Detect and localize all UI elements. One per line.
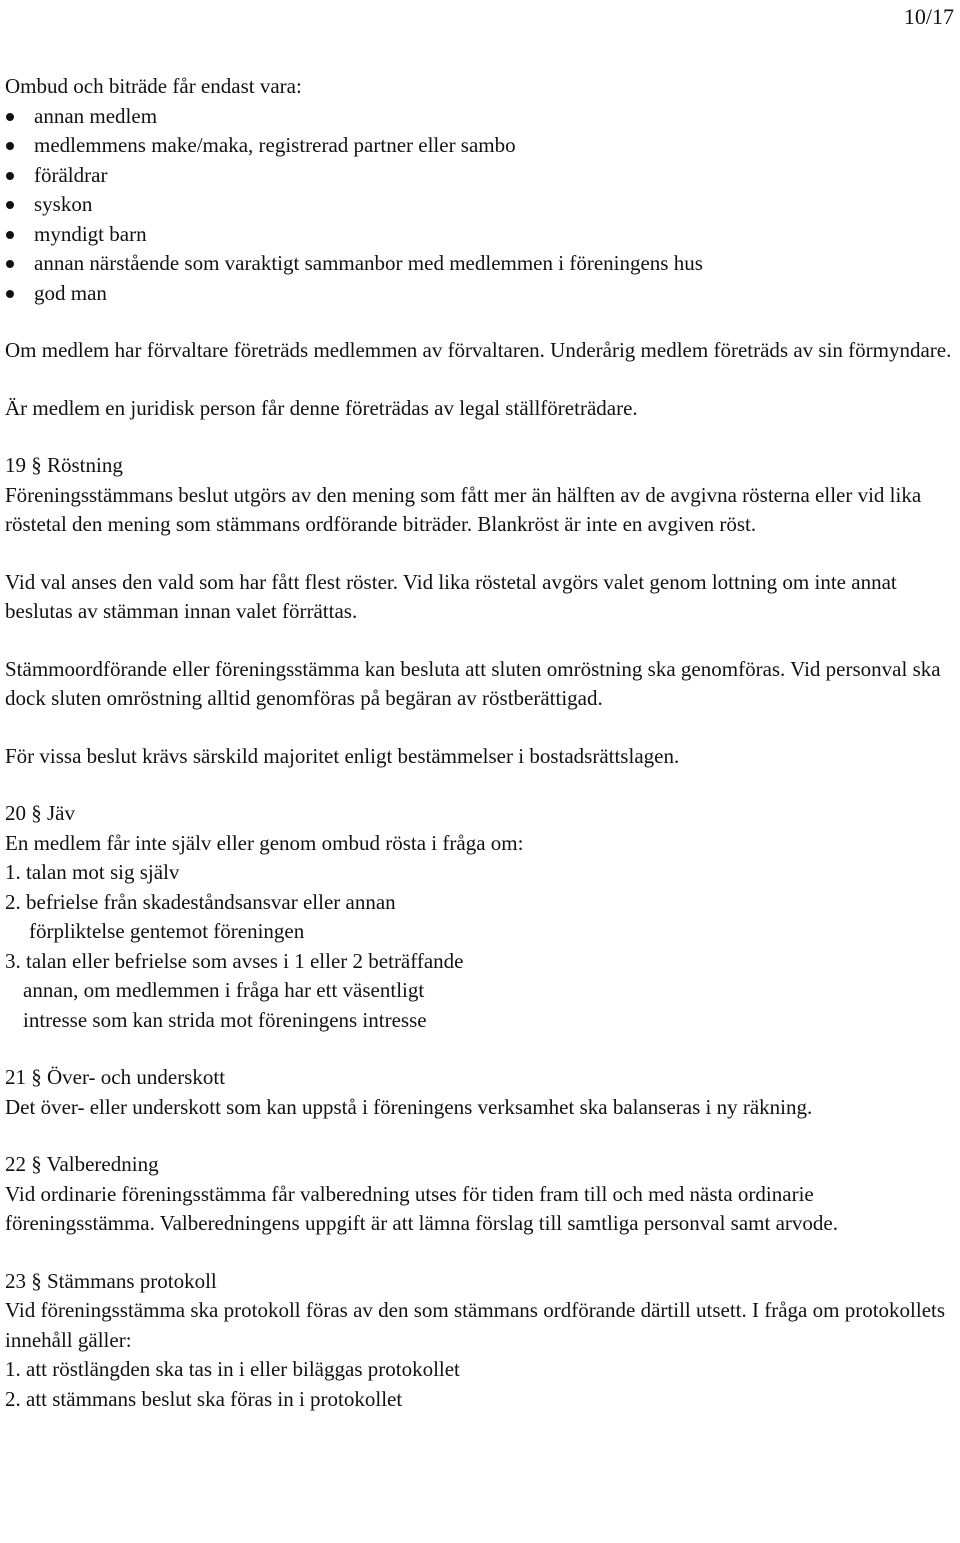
- page-number: 10/17: [903, 4, 954, 29]
- paragraph: Det över- eller underskott som kan uppstå i föreningens verksamhet ska balanseras i ny räkning.: [5, 1094, 813, 1119]
- list-item-continuation: annan, om medlemmen i fråga har ett väsentligt: [23, 978, 425, 1002]
- list-item: 3. talan eller befrielse som avses i 1 eller 2 beträffande: [5, 948, 464, 973]
- list-item-continuation: intresse som kan strida mot föreningens intresse: [23, 1007, 427, 1032]
- section-heading-20: 20 § Jäv: [5, 801, 75, 825]
- paragraph: Är medlem en juridisk person får denne företrädas av legal ställföreträdare.: [5, 395, 638, 420]
- proxy-heading: Ombud och biträde får endast vara:: [5, 74, 302, 98]
- section-heading-23: 23 § Stämmans protokoll: [5, 1268, 217, 1293]
- list-item: 1. att röstlängden ska tas in i eller biläggas protokollet: [5, 1357, 460, 1381]
- paragraph: Vid föreningsstämma ska protokoll föras av den som stämmans ordförande därtill utsett. I fråga om protokollets innehåll gäller:: [5, 1298, 946, 1352]
- paragraph: Föreningsstämmans beslut utgörs av den mening som fått mer än hälften av de avgivna rösterna eller vid lika röstetal den mening som stämmans ordförande biträder. Blankröst är inte en avgiven röst.: [5, 482, 922, 536]
- paragraph: Vid ordinarie föreningsstämma får valberedning utses för tiden fram till och med nästa ordinarie föreningsstämma. Valberedningens uppgift är att lämna förslag till samtliga personval samt arvode.: [5, 1181, 838, 1235]
- section-heading-22: 22 § Valberedning: [5, 1152, 159, 1176]
- list-item: 1. talan mot sig själv: [5, 860, 180, 884]
- section-heading-19: 19 § Röstning: [5, 453, 123, 477]
- proxy-list: [5, 102, 955, 309]
- paragraph: Stämmoordförande eller föreningsstämma kan besluta att sluten omröstning ska genomföras. Vid personval ska dock sluten omröstning alltid genomföras på begäran av röstberättigad.: [5, 656, 941, 710]
- list-item: föräldrar: [5, 161, 955, 191]
- paragraph: Vid val anses den vald som har fått flest röster. Vid lika röstetal avgörs valet genom lottning om inte annat beslutas av stämman innan valet förrättas.: [5, 569, 897, 623]
- paragraph: Om medlem har förvaltare företräds medlemmen av förvaltaren. Underårig medlem företräds av sin förmyndare.: [5, 338, 952, 362]
- list-item: 2. befrielse från skadeståndsansvar eller annan: [5, 889, 396, 914]
- list-item: myndigt barn: [5, 220, 955, 250]
- list-item: syskon: [5, 190, 955, 220]
- list-item-continuation: förpliktelse gentemot föreningen: [29, 919, 305, 943]
- paragraph: En medlem får inte själv eller genom ombud rösta i fråga om:: [5, 830, 524, 855]
- list-item: annan närstående som varaktigt sammanbor med medlemmen i föreningens hus: [5, 249, 955, 279]
- paragraph: För vissa beslut krävs särskild majoritet enligt bestämmelser i bostadsrättslagen.: [5, 743, 680, 768]
- document-body: [5, 72, 955, 1414]
- section-heading-21: 21 § Över- och underskott: [5, 1065, 226, 1089]
- list-item: annan medlem: [5, 102, 955, 132]
- list-item: god man: [5, 279, 955, 309]
- list-item: medlemmens make/maka, registrerad partner eller sambo: [5, 131, 955, 161]
- list-item: 2. att stämmans beslut ska föras in i protokollet: [5, 1386, 403, 1411]
